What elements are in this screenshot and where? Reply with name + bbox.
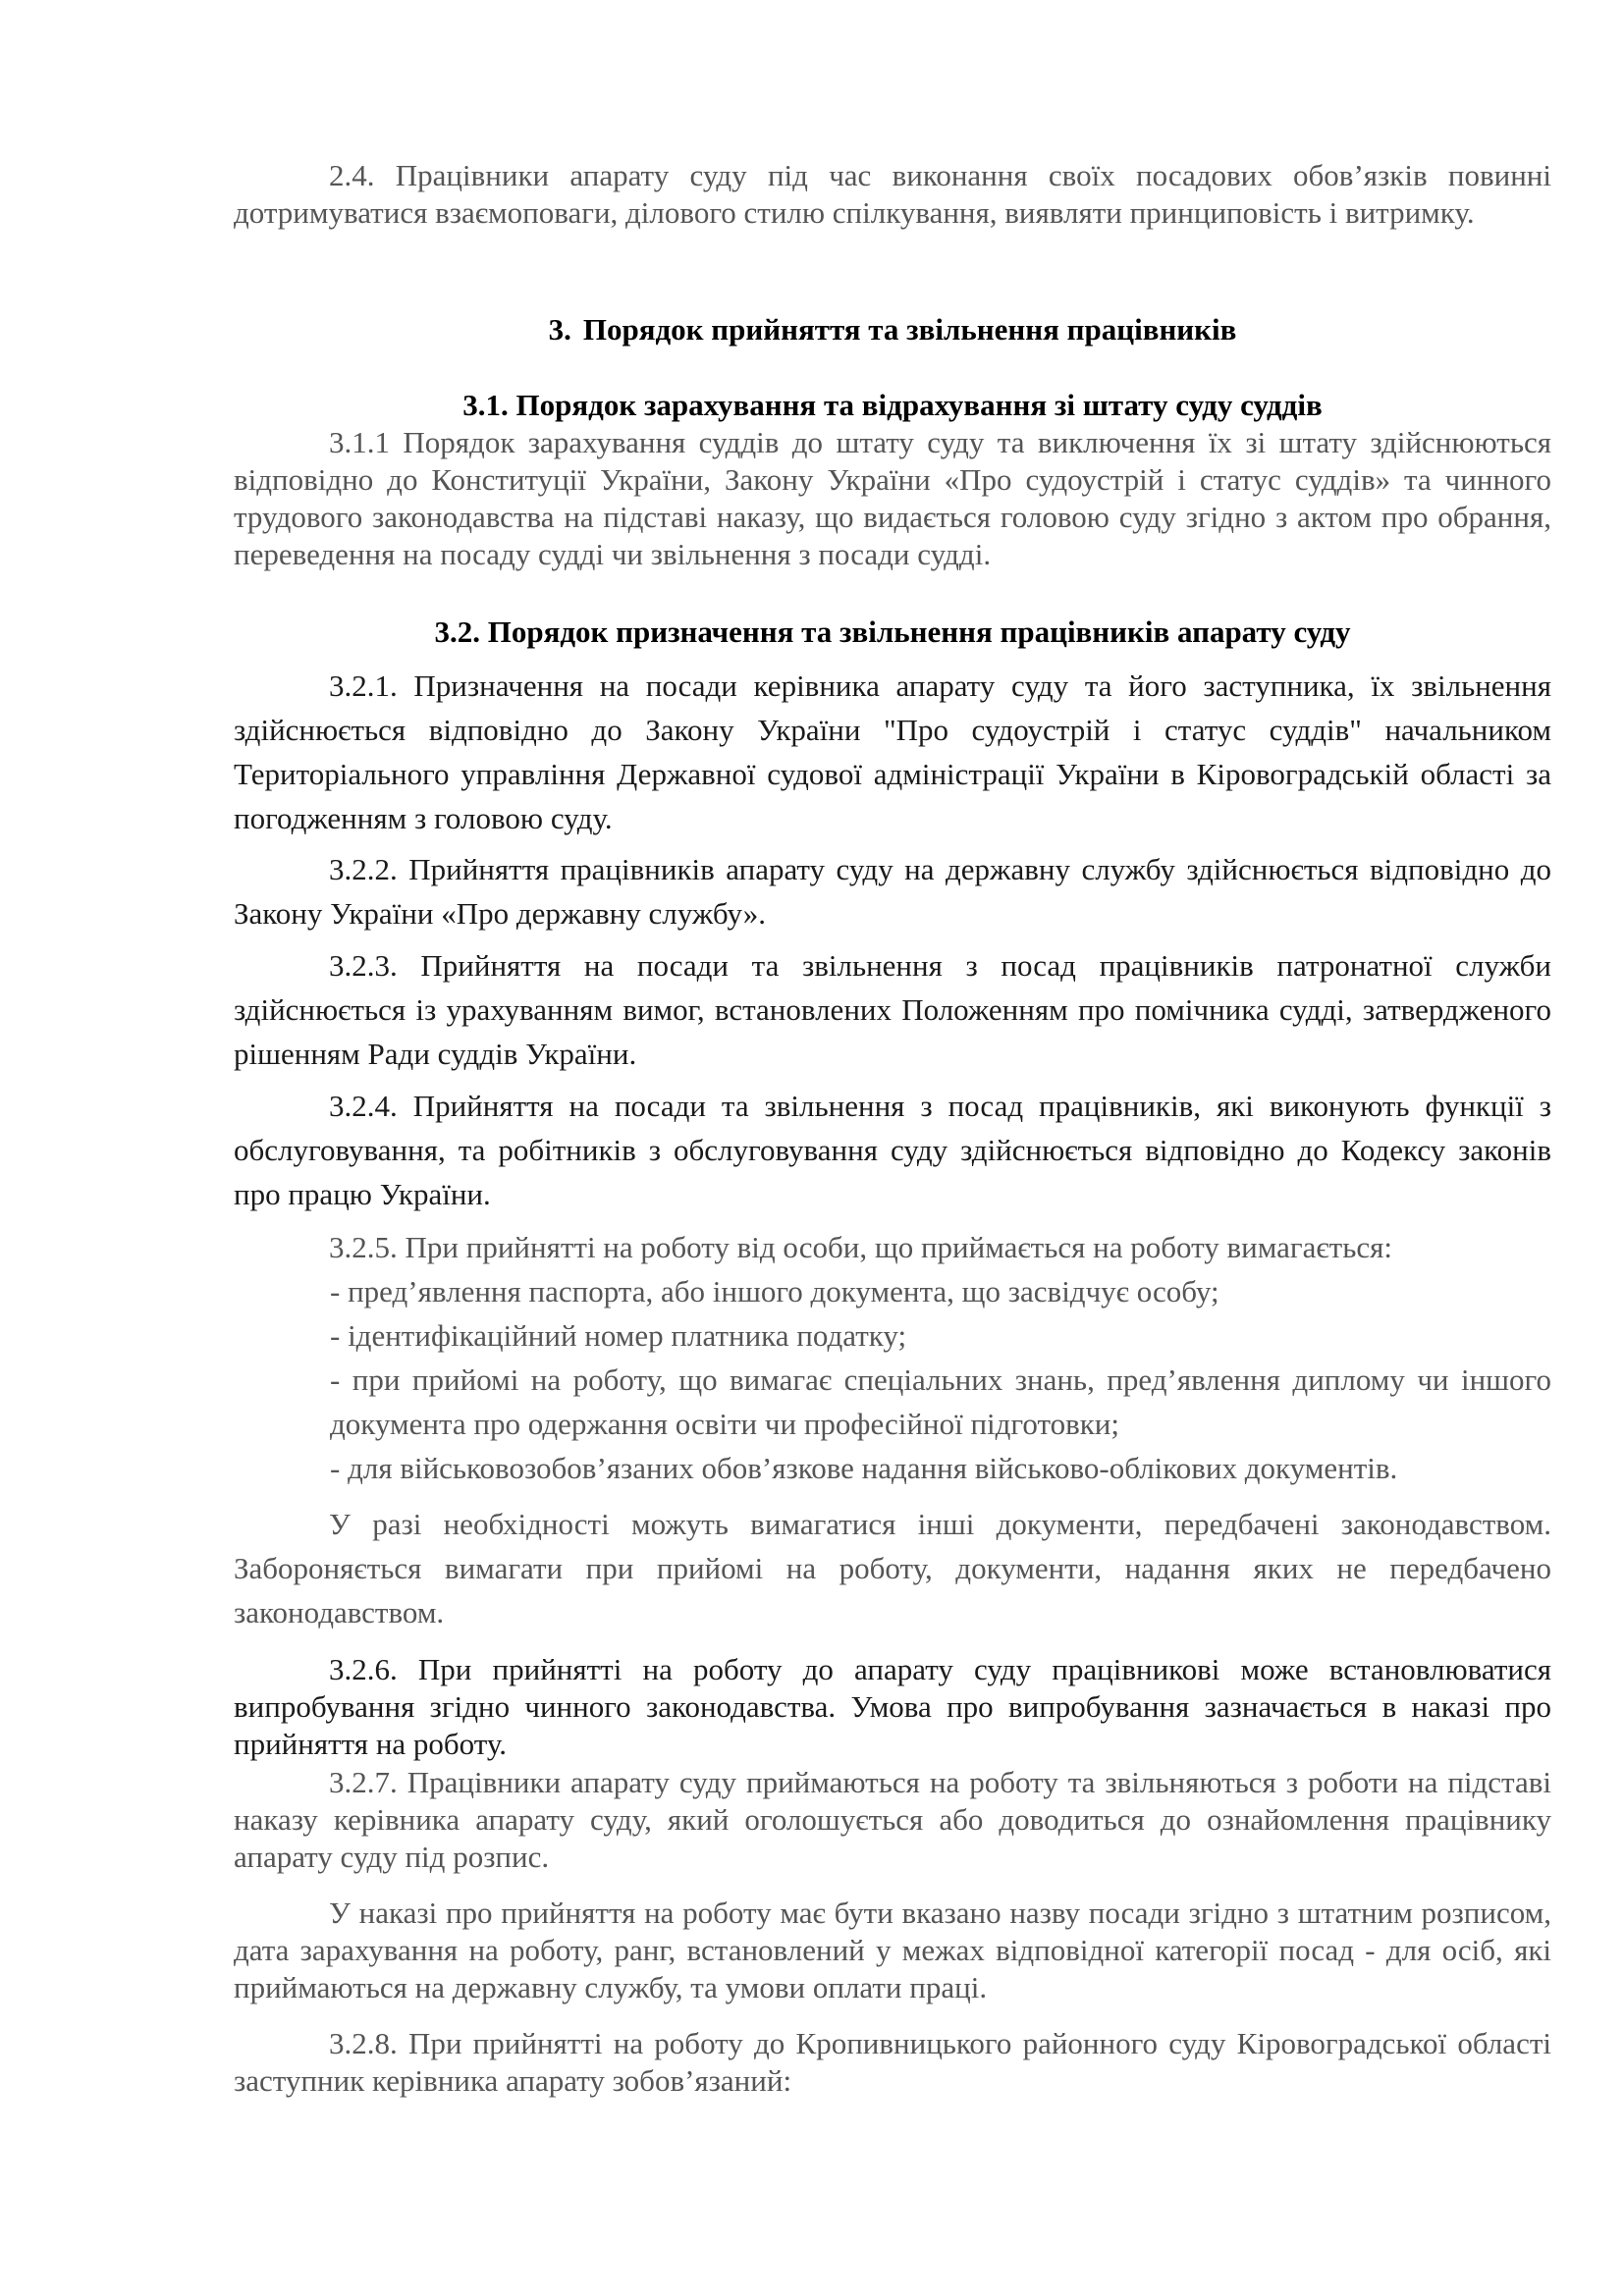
paragraph-3-1-1: 3.1.1 Порядок зарахування суддів до штату суду та виключення їх зі штату здійснюються відповідно до Конституції України, Закону України «Про судоустрій і статус суддів» та чинного трудового законодавства на підставі наказу, що видається головою суду згідно з актом про обрання, переведення на посаду судді чи звільнення з посади судді.: [234, 425, 1551, 571]
list-item: - при прийомі на роботу, що вимагає спеціальних знань, пред’явлення диплому чи іншого документа про одержання освіти чи професійної підготовки;: [330, 1362, 1551, 1441]
paragraph-3-2-7: 3.2.7. Працівники апарату суду приймаються на роботу та звільняються з роботи на підставі наказу керівника апарату суду, який оголошується або доводиться до ознайомлення працівнику апарату суду під розпис.: [234, 1765, 1551, 1874]
paragraph-3-2-3: 3.2.3. Прийняття на посади та звільнення з посад працівників патронатної служби здійснюється із урахуванням вимог, встановлених Положенням про помічника судді, затвердженого рішенням Ради суддів України.: [234, 948, 1551, 1071]
paragraph-2-4: 2.4. Працівники апарату суду під час виконання своїх посадових обов’язків повинні дотримуватися взаємоповаги, ділового стилю спілкування, виявляти принциповість і витримку.: [234, 158, 1551, 230]
section-3-number: 3.: [548, 312, 571, 347]
paragraph-order-contents: У наказі про прийняття на роботу має бути вказано назву посади згідно з штатним розписом, дата зарахування на роботу, ранг, встановлений у межах відповідної категорії посад - для осіб, які приймаються на державну службу, та умови оплати праці.: [234, 1896, 1551, 2004]
subsection-3-1-heading: 3.1. Порядок зарахування та відрахування зі штату суду суддів: [462, 388, 1323, 422]
section-3-heading: [234, 311, 1551, 348]
paragraph-3-2-2: 3.2.2. Прийняття працівників апарату суду на державну службу здійснюється відповідно до Закону України «Про державну службу».: [234, 852, 1551, 931]
subsection-3-2-heading: 3.2. Порядок призначення та звільнення працівників апарату суду: [434, 614, 1351, 649]
paragraph-3-2-5: 3.2.5. При прийнятті на роботу від особи, що приймається на роботу вимагається:: [329, 1230, 1392, 1264]
paragraph-3-2-8: 3.2.8. При прийнятті на роботу до Кропивницького районного суду Кіровоградської області заступник керівника апарату зобов’язаний:: [234, 2026, 1551, 2098]
section-3-title: Порядок прийняття та звільнення працівників: [582, 312, 1237, 347]
paragraph-3-2-6: 3.2.6. При прийнятті на роботу до апарату суду працівникові може встановлюватися випробування згідно чинного законодавства. Умова про випробування зазначається в наказі про прийняття на роботу.: [234, 1652, 1551, 1761]
paragraph-other-documents: У разі необхідності можуть вимагатися інші документи, передбачені законодавством. Забороняється вимагати при прийомі на роботу, документи, надання яких не передбачено законодавством.: [234, 1507, 1551, 1629]
paragraph-3-2-4: 3.2.4. Прийняття на посади та звільнення з посад працівників, які виконують функції з обслуговування, та робітників з обслуговування суду здійснюється відповідно до Кодексу законів про працю України.: [234, 1089, 1551, 1211]
list-item: - ідентифікаційний номер платника податку;: [330, 1318, 907, 1353]
list-item: - пред’явлення паспорта, або іншого документа, що засвідчує особу;: [330, 1274, 1219, 1308]
paragraph-3-2-1: 3.2.1. Призначення на посади керівника апарату суду та його заступника, їх звільнення здійснюється відповідно до Закону України "Про судоустрій і статус суддів" начальником Територіального управління Державної судової адміністрації України в Кіровоградській області за погодженням з головою суду.: [234, 668, 1551, 835]
list-item: - для військовозобов’язаних обов’язкове надання військово-облікових документів.: [330, 1451, 1398, 1485]
